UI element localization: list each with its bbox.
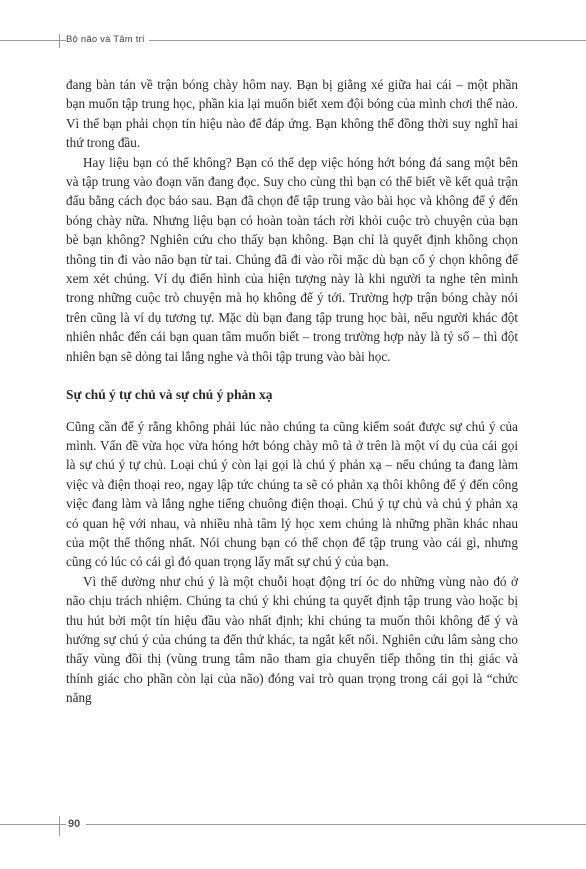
footer-rule xyxy=(0,824,586,825)
section-heading: Sự chú ý tự chủ và sự chú ý phản xạ xyxy=(66,387,273,403)
header-tick xyxy=(59,34,60,48)
paragraph: Vì thế dường như chú ý là một chuỗi hoạt động trí óc do những vùng nào đó ở não chịu trách nhiệm. Chúng ta chú ý khi chúng ta quyết định tập trung vào hoặc bị thu hút bởi một tín hiệu đầu vào nhất định; khi chúng ta muốn thôi không để ý và hướng sự chú ý của chúng ta đến thứ khác, ta ngắt kết nối. Nghiên cứu lâm sàng cho thấy vùng đồi thị (vùng trung tâm não tham gia chuyển tiếp thông tin thị giác và thính giác cho phần còn lại của não) đóng vai trò quan trọng trong cái gọi là “chức năng xyxy=(66,573,518,706)
running-head: Bộ não và Tâm trí xyxy=(66,34,149,45)
body-text xyxy=(66,75,518,708)
paragraph: đang bàn tán về trận bóng chày hôm nay. Bạn bị giằng xé giữa hai cái – một phần bạn muốn tập trung học, phần kia lại muốn biết xem đội bóng của mình chơi thế nào. Vì thế bạn phải chọn tín hiệu nào để đáp ứng. Bạn không thể đồng thời suy nghĩ hai thứ trong đầu. xyxy=(66,77,518,151)
page-number: 90 xyxy=(66,817,86,831)
paragraph: Hay liệu bạn có thể không? Bạn có thể dẹp việc hóng hớt bóng đá sang một bên và tập trung vào đoạn văn đang đọc. Suy cho cùng thì bạn có thể biết về kết quả trận đấu bằng cách đọc báo sau. Bạn đã chọn để tập trung vào bài học và không để ý đến bóng chày nữa. Nhưng liệu bạn có hoàn toàn tách rời khỏi cuộc trò chuyện của bạn bè bạn không? Nghiên cứu cho thấy bạn không. Bạn chỉ là quyết định không chọn thông tin đi vào não bạn từ tai. Chúng đã đi vào rồi mặc dù bạn cố ý chọn không để xem xét chúng. Ví dụ điển hình của hiện tượng này là khi người ta nghe tên mình trong những cuộc trò chuyện mà họ không để ý tới. Trường hợp trận bóng chày nói trên cũng là ví dụ tương tự. Mặc dù bạn đang tập trung học bài, nếu người khác đột nhiên nhắc đến cái bạn quan tâm muốn biết – trong trường hợp này là tỷ số – thì đột nhiên bạn sẽ dỏng tai lắng nghe và thôi tập trung vào bài học. xyxy=(66,154,518,364)
footer-tick xyxy=(59,816,60,836)
paragraph: Cũng cần để ý rằng không phải lúc nào chúng ta cũng kiểm soát được sự chú ý của mình. Vấn đề vừa học vừa hóng hớt bóng chày mô tả ở trên là một ví dụ của cái gọi là sự chú ý tự chủ. Loại chú ý còn lại gọi là chú ý phản xạ – nếu chúng ta đang làm việc và điện thoại reo, ngay lập tức chúng ta sẽ có phản xạ thôi không để ý đến công việc đang làm và lắng nghe tiếng chuông điện thoại. Chú ý tự chủ và chú ý phản xạ có quan hệ với nhau, và nhiều nhà tâm lý học xem chúng là những phần khác nhau của một thể thống nhất. Nói chung bạn có thể chọn để tập trung vào cái gì, nhưng cũng có lúc có cái gì đó quan trọng lấy mất sự chú ý của bạn. xyxy=(66,418,518,570)
